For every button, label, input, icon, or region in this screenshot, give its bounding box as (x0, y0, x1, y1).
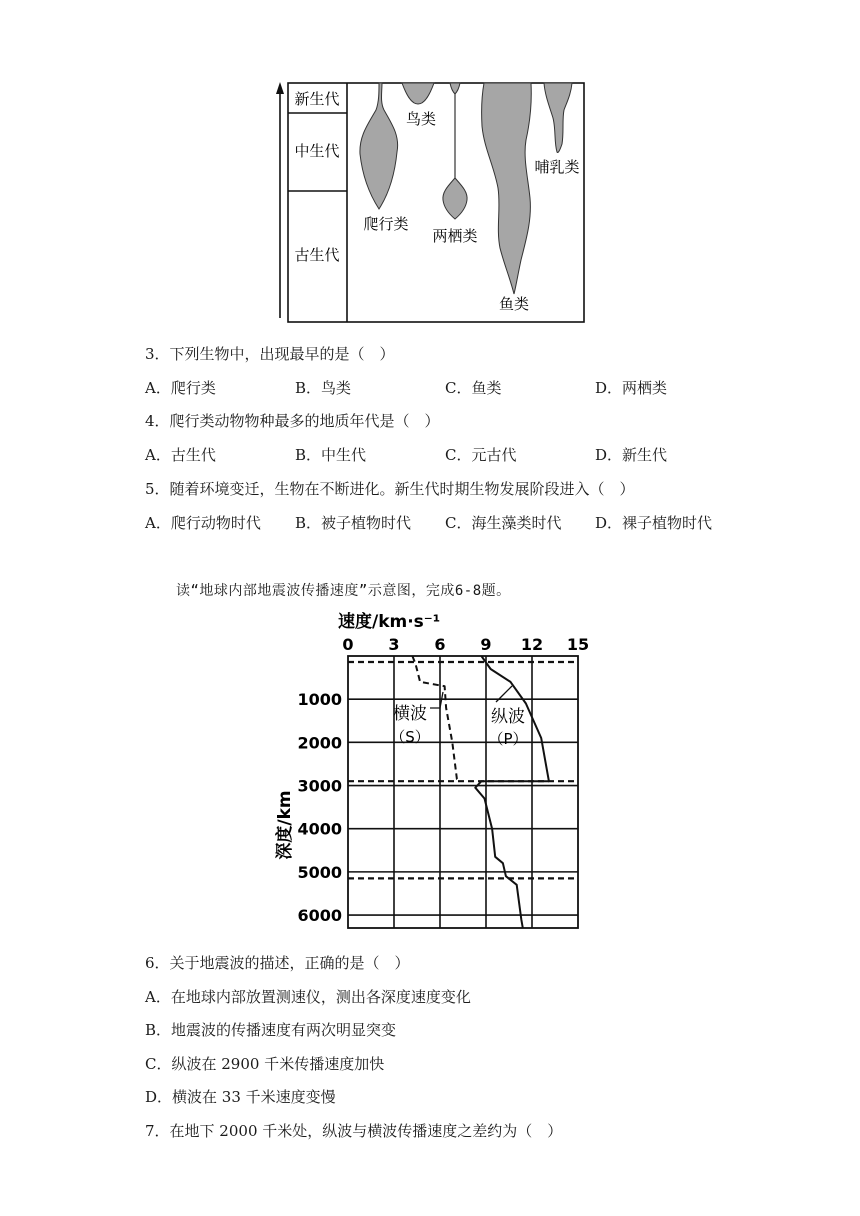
q6-option-b[interactable]: B．地震波的传播速度有两次明显突变 (145, 1021, 397, 1039)
q5-option-c[interactable]: C．海生藻类时代 (445, 514, 562, 532)
era-label-mesozoic: 中生代 (294, 142, 340, 160)
group-label-fish: 鱼类 (498, 295, 530, 313)
mammal-shape (544, 83, 572, 153)
reptile-shape (360, 83, 398, 209)
q3-option-a[interactable]: A．爬行类 (145, 379, 216, 397)
seismic-wave-chart (270, 610, 600, 940)
question-5: 5．随着环境变迁，生物在不断进化。新生代时期生物发展阶段进入（ ） (145, 480, 635, 498)
x-tick-label: 3 (388, 635, 400, 654)
x-tick-label: 12 (520, 635, 544, 654)
group-label-reptiles: 爬行类 (363, 215, 409, 233)
y-tick-label: 1000 (297, 690, 342, 710)
q6-option-d[interactable]: D．横波在 33 千米速度变慢 (145, 1088, 336, 1106)
y-tick-label: 3000 (297, 776, 342, 796)
y-tick-label: 2000 (297, 733, 342, 753)
y-tick-label: 6000 (297, 906, 342, 926)
question-6: 6．关于地震波的描述，正确的是（ ） (145, 954, 410, 972)
q3-option-c[interactable]: C．鱼类 (445, 379, 502, 397)
q5-option-d[interactable]: D．裸子植物时代 (595, 514, 713, 532)
bird-shape (402, 83, 434, 104)
q4-option-b[interactable]: B．中生代 (295, 446, 367, 464)
q3-option-b[interactable]: B．鸟类 (295, 379, 352, 397)
x-tick-label: 15 (566, 635, 590, 654)
q5-option-a[interactable]: A．爬行动物时代 (145, 514, 261, 532)
x-tick-label: 0 (342, 635, 354, 654)
s-wave-label-name: 横波 (393, 704, 427, 724)
y-axis-label: 深度/km (275, 790, 295, 860)
q4-option-c[interactable]: C．元古代 (445, 446, 517, 464)
p-wave-label-name: 纵波 (491, 707, 525, 727)
s-wave-label-code: （S） (390, 728, 430, 746)
q6-option-a[interactable]: A．在地球内部放置测速仪，测出各深度速度变化 (145, 988, 471, 1006)
q4-option-a[interactable]: A．古生代 (145, 446, 216, 464)
time-arrow-icon (276, 82, 284, 94)
x-axis-label: 速度/km·s⁻¹ (338, 612, 441, 632)
p-wave-label-code: （P） (488, 730, 528, 748)
seismic-intro: 读“地球内部地震波传播速度”示意图，完成6-8题。 (176, 583, 511, 599)
group-label-amphibians: 两栖类 (432, 227, 478, 245)
y-tick-label: 5000 (297, 862, 342, 882)
question-3: 3．下列生物中，出现最早的是（ ） (145, 345, 395, 363)
evolution-chart (268, 78, 588, 328)
x-tick-label: 6 (434, 635, 446, 654)
fish-shape (482, 83, 532, 294)
plot-frame (348, 656, 578, 928)
p-wave-label (488, 707, 527, 748)
q3-option-d[interactable]: D．两栖类 (595, 379, 668, 397)
q4-option-d[interactable]: D．新生代 (595, 446, 668, 464)
amphibian-shape (443, 178, 467, 219)
x-tick-label: 9 (480, 635, 492, 654)
q5-option-b[interactable]: B．被子植物时代 (295, 514, 412, 532)
group-label-birds: 鸟类 (405, 110, 437, 128)
era-label-paleozoic: 古生代 (294, 246, 340, 264)
s-wave-label (390, 704, 430, 746)
group-label-mammals: 哺乳类 (534, 158, 580, 176)
y-tick-label: 4000 (297, 819, 342, 839)
question-7: 7．在地下 2000 千米处，纵波与横波传播速度之差约为（ ） (145, 1122, 563, 1140)
question-4: 4．爬行类动物物种最多的地质年代是（ ） (145, 412, 440, 430)
q6-option-c[interactable]: C．纵波在 2900 千米传播速度加快 (145, 1055, 385, 1073)
amphibian-top-shape (450, 83, 460, 94)
era-label-cenozoic: 新生代 (294, 90, 340, 108)
